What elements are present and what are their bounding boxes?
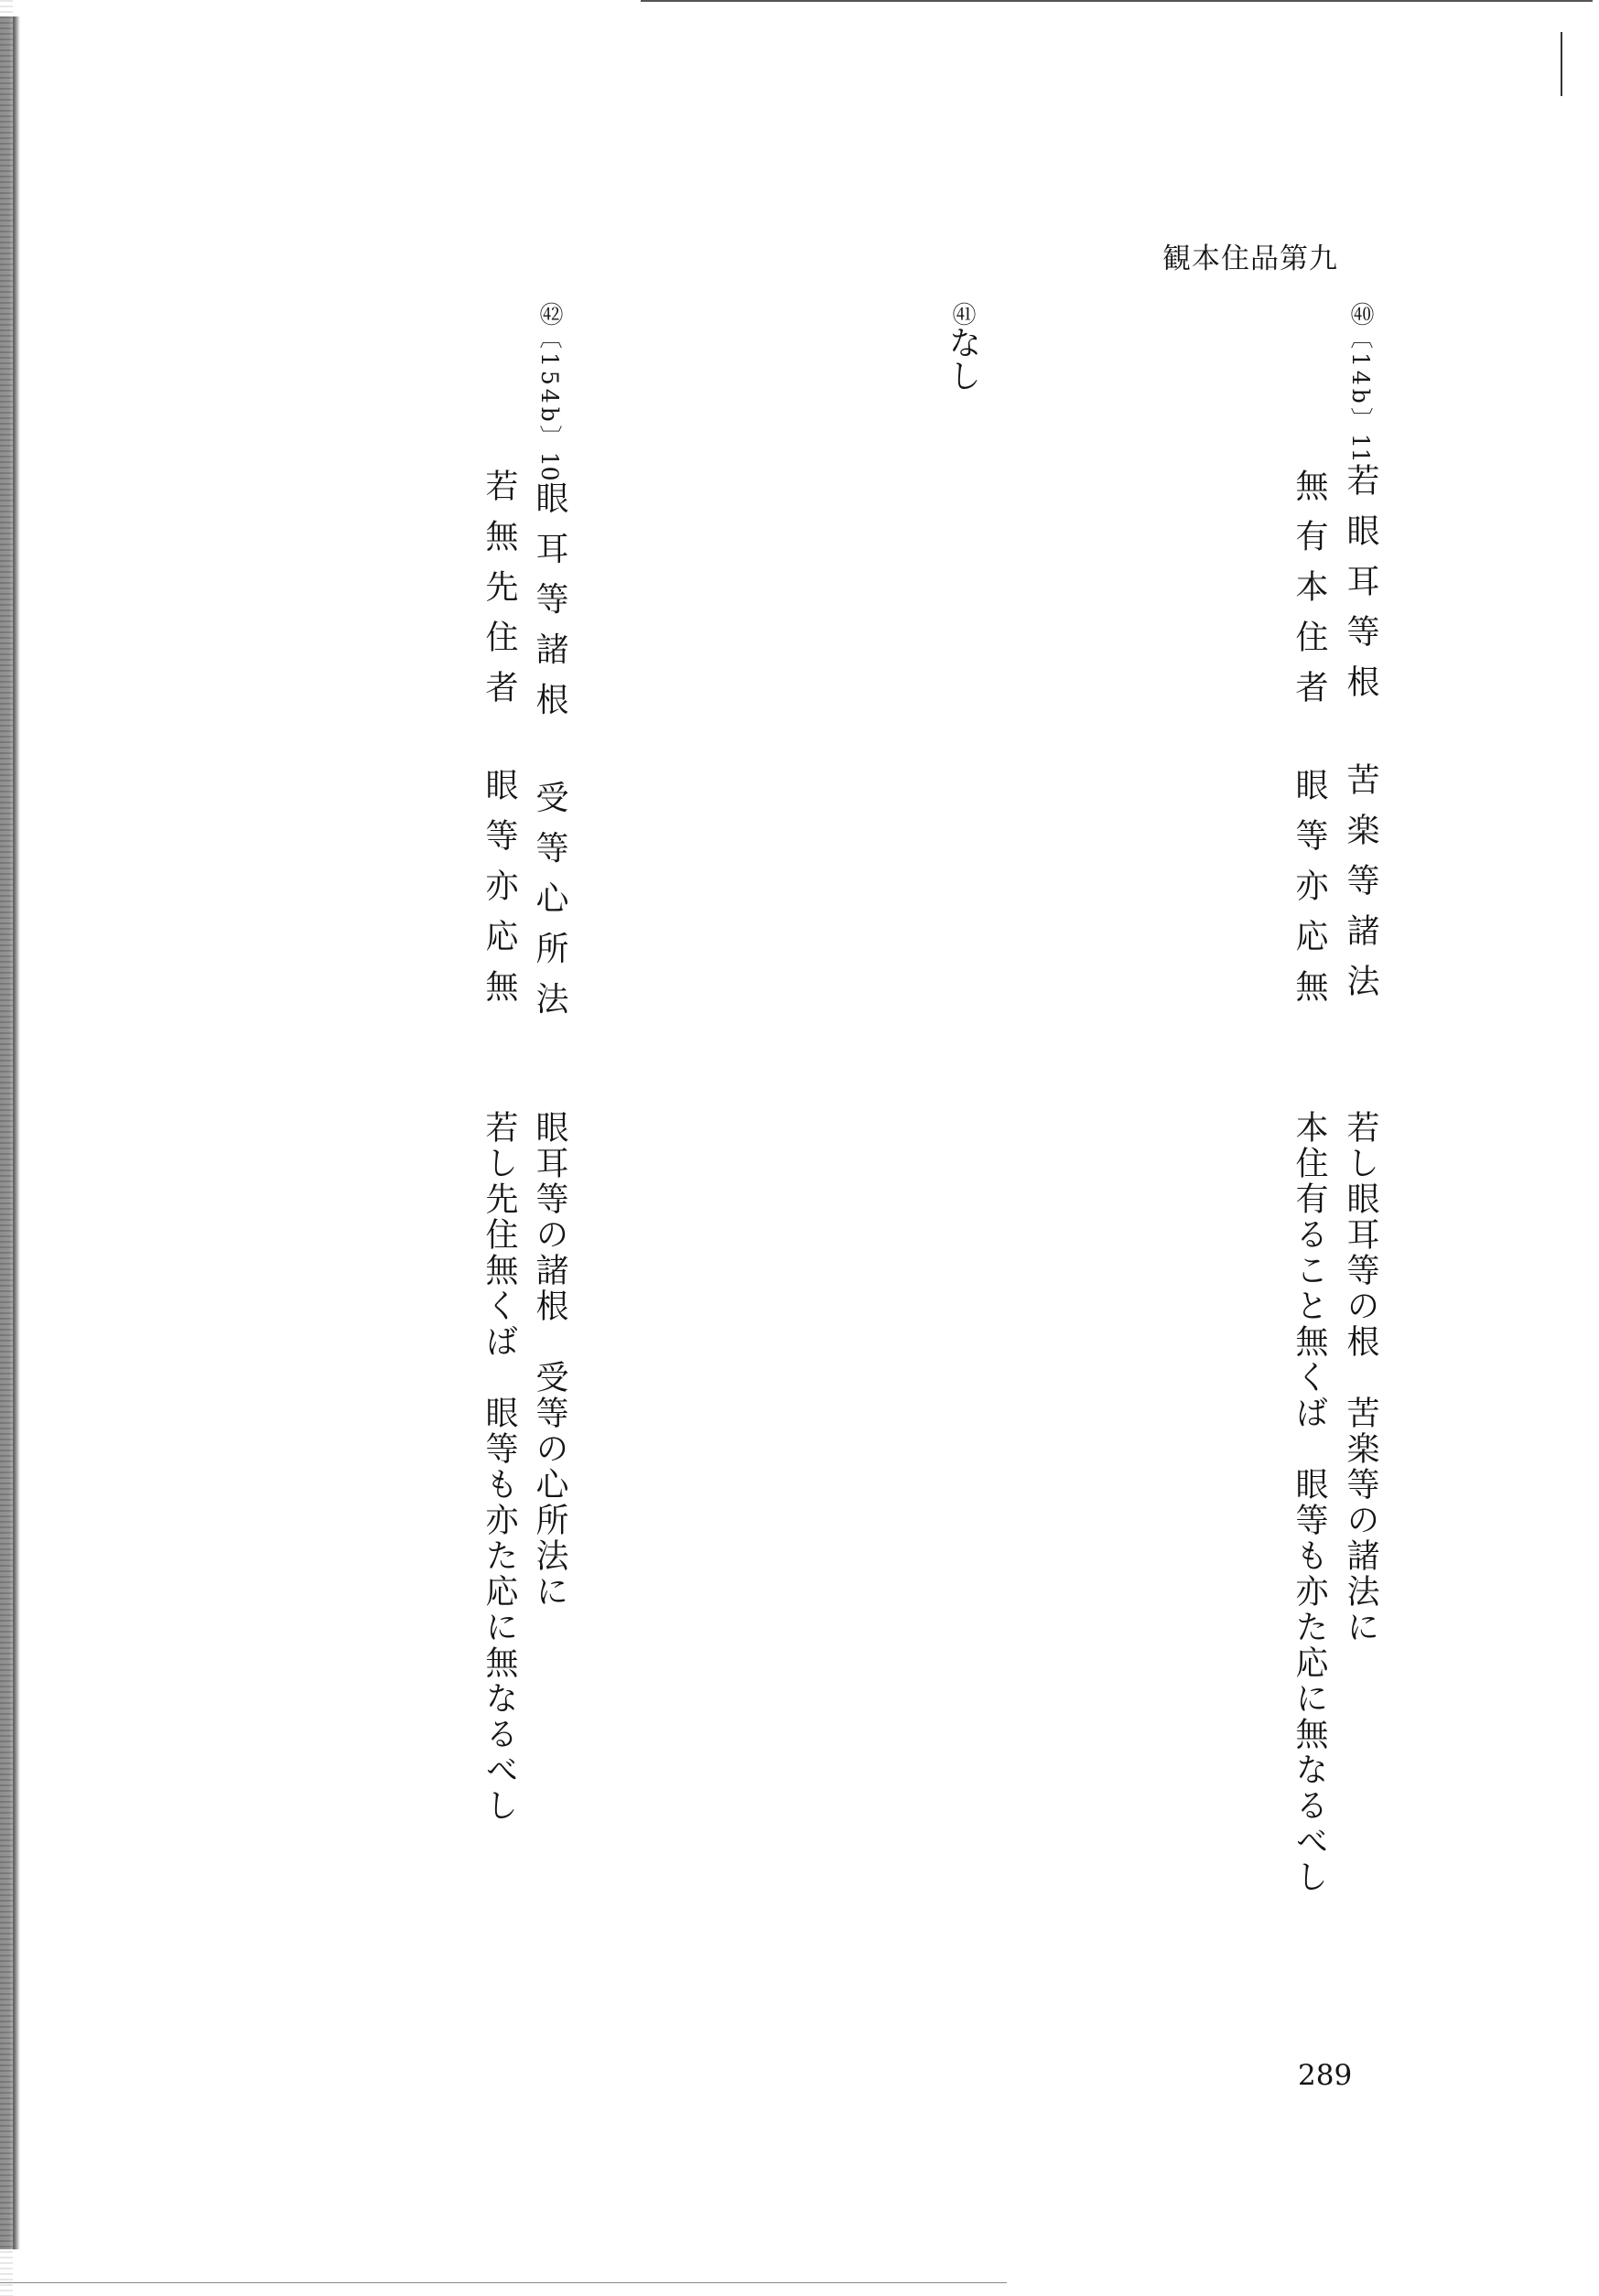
running-head: 観本住品第九 bbox=[1162, 243, 1338, 275]
source-ref: 〔14b〕 bbox=[1347, 326, 1374, 434]
verse-left-line1 bbox=[533, 302, 566, 1032]
verse-left-1a: 眼耳等諸根 bbox=[531, 480, 568, 733]
reading-right-line2: 本住有ること無くば 眼等も亦た応に無なるべし bbox=[1291, 1110, 1328, 1895]
verse-right-2b: 眼等亦応無 bbox=[1291, 768, 1328, 1019]
bottom-edge-line bbox=[0, 2282, 1007, 2283]
source-ref-line: 10 bbox=[536, 451, 563, 481]
verse-left-2b: 眼等亦応無 bbox=[481, 768, 518, 1019]
verse-left-1b: 受等心所法 bbox=[531, 780, 568, 1032]
footnote-marker-42: ㊷ bbox=[535, 302, 563, 326]
verse-right-1b: 苦楽等諸法 bbox=[1342, 761, 1379, 1014]
note-middle bbox=[944, 302, 981, 392]
source-ref-line: 11 bbox=[1347, 433, 1374, 463]
verse-left-line2 bbox=[481, 469, 518, 1019]
reading-left-line2: 若し先住無くば 眼等も亦た応に無なるべし bbox=[481, 1110, 518, 1824]
verse-left-2a: 若無先住者 bbox=[481, 469, 518, 720]
verse-right-line2 bbox=[1291, 469, 1328, 1019]
note-middle-text: なし bbox=[944, 326, 981, 392]
top-edge-line bbox=[641, 0, 1593, 2]
verse-right-1a: 若眼耳等根 bbox=[1342, 462, 1379, 715]
reading-left-line1: 眼耳等の諸根 受等の心所法に bbox=[531, 1110, 568, 1610]
footnote-marker-40: ㊵ bbox=[1346, 302, 1374, 326]
corner-mark bbox=[1561, 32, 1562, 96]
source-ref: 〔154b〕 bbox=[536, 326, 563, 452]
verse-right-2a: 無有本住者 bbox=[1291, 469, 1328, 720]
page-number: 289 bbox=[1298, 2059, 1353, 2092]
footnote-marker-41: ㊶ bbox=[948, 302, 976, 326]
spine-speckle bbox=[0, 0, 13, 2296]
reading-right-line1: 若し眼耳等の根 苦楽等の諸法に bbox=[1342, 1110, 1379, 1645]
verse-right-line1 bbox=[1344, 302, 1377, 1014]
